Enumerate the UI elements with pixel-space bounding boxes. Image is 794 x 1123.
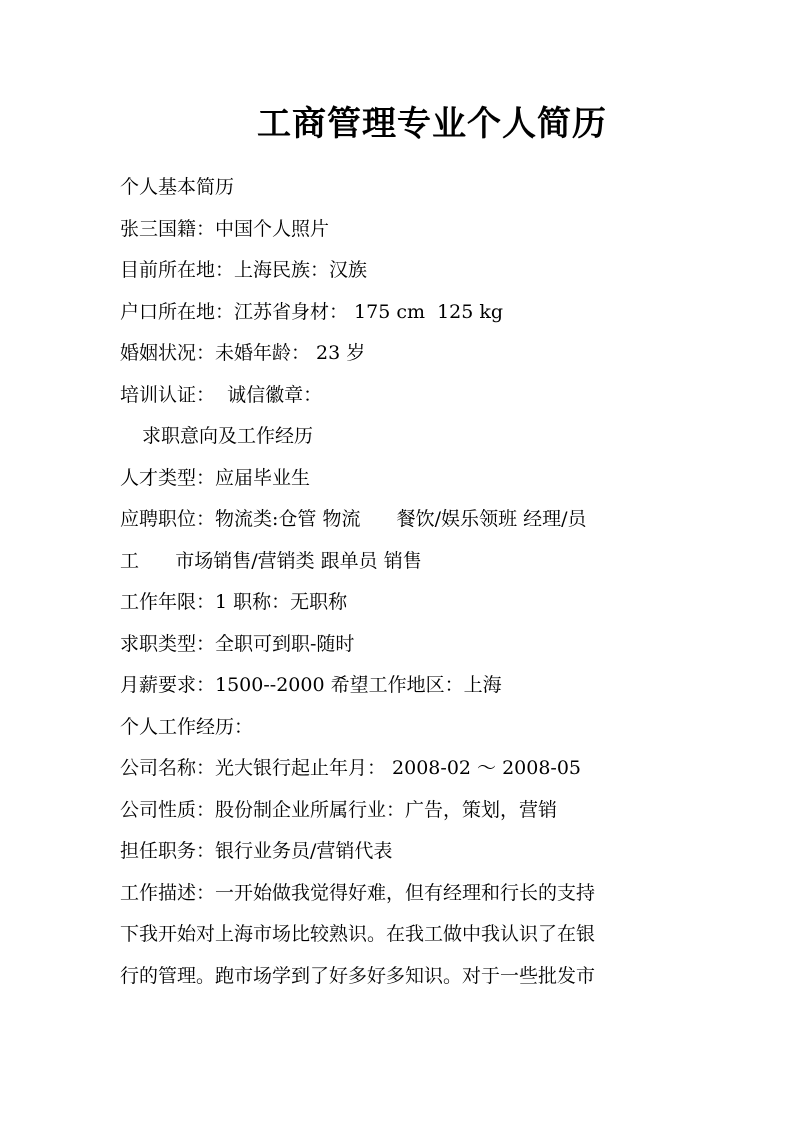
location-ethnicity-line: 目前所在地：上海民族：汉族 <box>120 259 368 281</box>
salary-area-line: 月薪要求：1500--2000 希望工作地区：上海 <box>120 674 502 696</box>
company-nature-industry-line: 公司性质：股份制企业所属行业：广告，策划，营销 <box>120 798 558 821</box>
job-description-line-3: 行的管理。跑市场学到了好多好多知识。对于一些批发市 <box>120 964 596 987</box>
name-nationality-line: 张三国籍：中国个人照片 <box>120 217 330 240</box>
section-heading-basic-info: 个人基本简历 <box>120 176 235 198</box>
job-description-line-2: 下我开始对上海市场比较熟识。在我工做中我认识了在银 <box>120 923 596 945</box>
job-description-line-1: 工作描述：一开始做我觉得好难，但有经理和行长的支持 <box>120 881 596 904</box>
hukou-physique-line: 户口所在地：江苏省身材： 175 cm 125 kg <box>120 300 504 323</box>
job-role-line: 担任职务：银行业务员/营销代表 <box>120 840 393 862</box>
job-type-line: 求职类型：全职可到职-随时 <box>120 632 355 655</box>
work-years-title-line: 工作年限：1 职称：无职称 <box>120 591 348 613</box>
company-name-period-line: 公司名称：光大银行起止年月： 2008-02 ～ 2008-05 <box>120 757 582 779</box>
document-body <box>120 167 680 997</box>
marital-age-line: 婚姻状况：未婚年龄： 23 岁 <box>120 342 366 364</box>
certification-line: 培训认证： 诚信徽章： <box>120 383 323 406</box>
applied-position-line: 应聘职位：物流类:仓管 物流 餐饮/娱乐领班 经理/员 <box>120 508 587 530</box>
applied-position-continued-line: 工 市场销售/营销类 跟单员 销售 <box>120 549 422 572</box>
section-heading-work-experience: 个人工作经历： <box>120 715 254 738</box>
document-title: 工商管理专业个人简历 <box>257 104 607 144</box>
talent-type-line: 人才类型：应届毕业生 <box>120 466 311 489</box>
section-heading-job-intent: 求职意向及工作经历 <box>142 425 314 447</box>
